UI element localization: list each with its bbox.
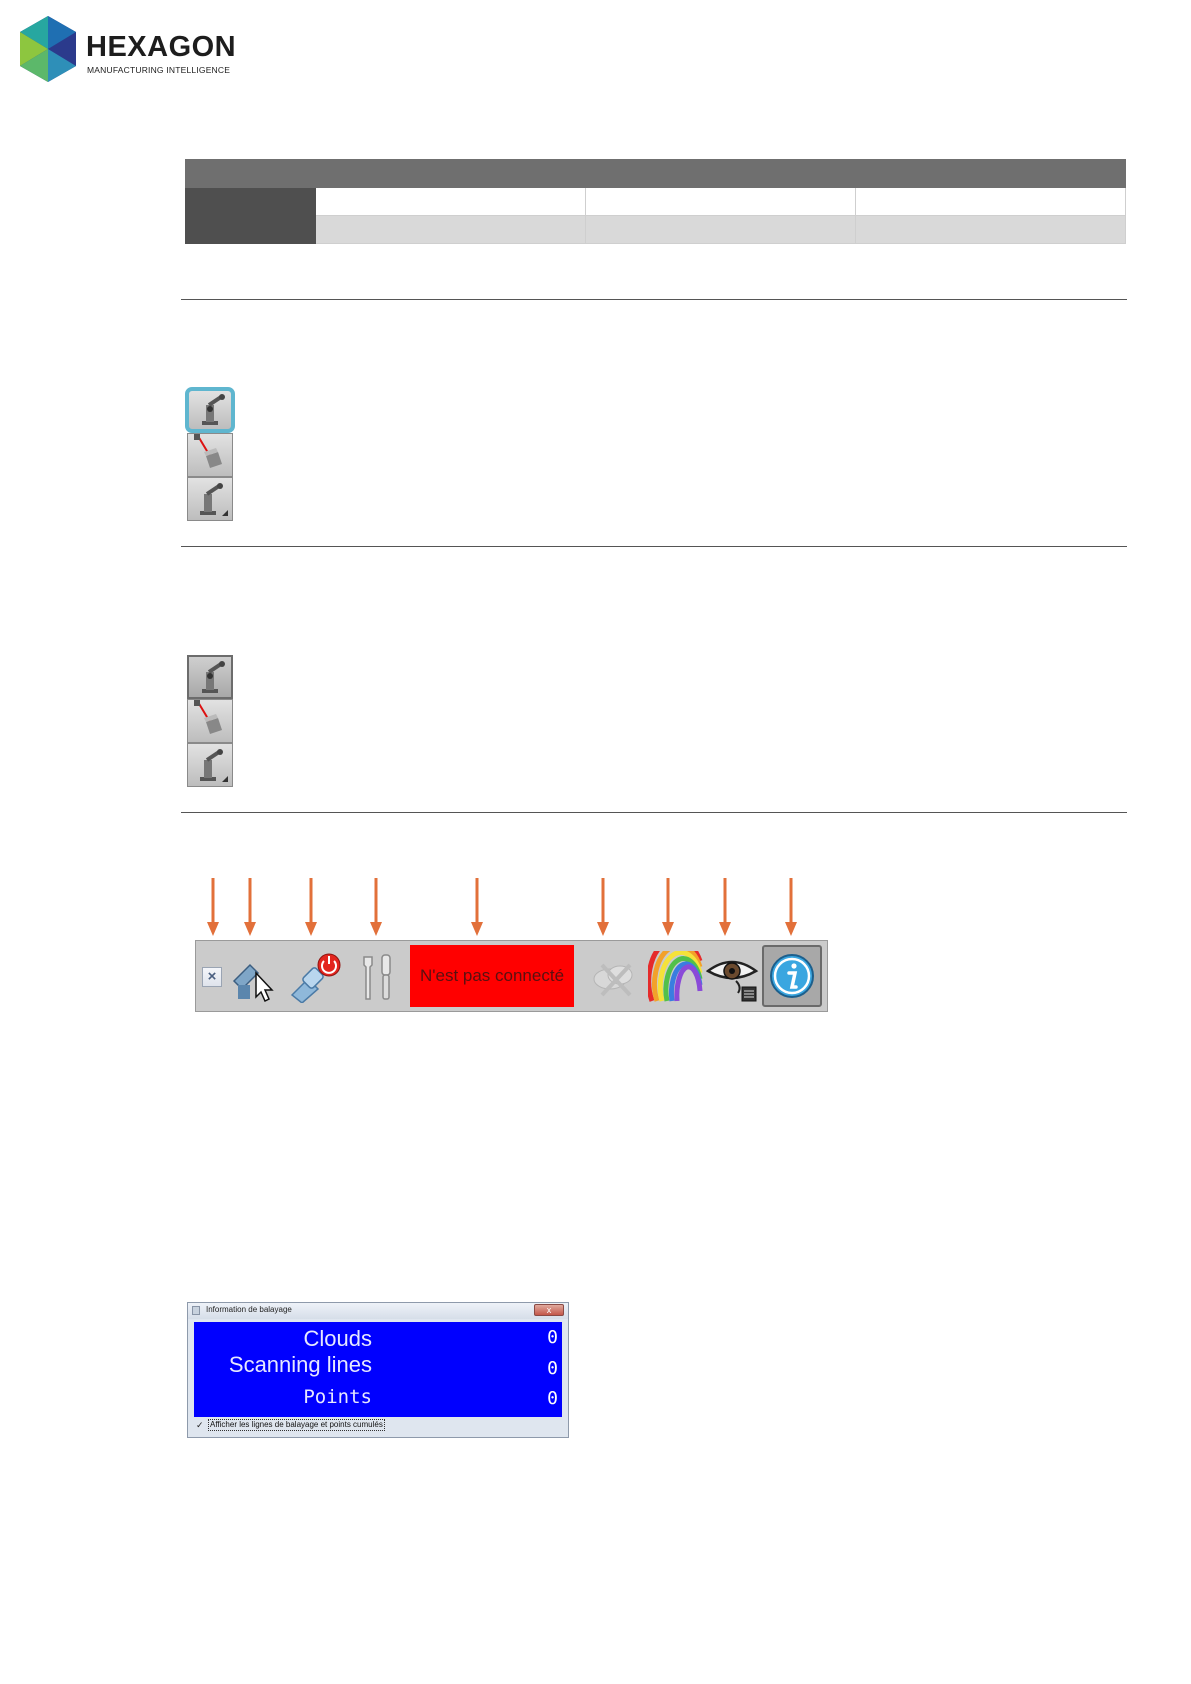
clouds-value: 0 [547, 1327, 558, 1348]
arrow-down-icon [206, 878, 220, 936]
connection-status: N'est pas connecté [410, 945, 574, 1007]
brand-name: HEXAGON [86, 31, 237, 63]
scan-info-dialog [187, 1302, 569, 1438]
table-cell [586, 188, 856, 216]
section-divider [181, 299, 1127, 300]
table-header-cell [856, 160, 1126, 188]
table-cell [316, 188, 586, 216]
table-header-cell [186, 160, 316, 188]
table-header-cell [586, 160, 856, 188]
table-cell [856, 188, 1126, 216]
rainbow-icon[interactable] [648, 951, 704, 1003]
arrow-down-icon [661, 878, 675, 936]
probe-cursor-icon[interactable] [228, 951, 278, 1003]
table-row-header [186, 216, 316, 244]
section-divider [181, 546, 1127, 547]
table-cell [856, 216, 1126, 244]
robot-icon-set-alt [187, 655, 237, 787]
info-icon [764, 947, 820, 1005]
table-cell [316, 216, 586, 244]
robot-arm-icon[interactable] [185, 387, 235, 433]
arrow-down-icon [718, 878, 732, 936]
table-row [186, 188, 1126, 216]
points-label: Points [303, 1386, 372, 1408]
power-plug-icon[interactable] [288, 951, 344, 1003]
arrow-down-icon [784, 878, 798, 936]
close-icon[interactable]: × [202, 967, 222, 987]
dialog-titlebar[interactable] [188, 1303, 568, 1319]
disabled-cloud-icon [588, 951, 640, 1003]
scanning-lines-value: 0 [547, 1358, 558, 1379]
arrow-down-icon [470, 878, 484, 936]
tools-icon[interactable] [358, 951, 398, 1003]
arrow-down-icon [596, 878, 610, 936]
scanning-lines-label: Scanning lines [228, 1352, 372, 1377]
table-row-header [186, 188, 316, 216]
clouds-label: Clouds [303, 1326, 372, 1351]
info-table [185, 159, 1126, 244]
dialog-title: Information de balayage [206, 1305, 292, 1314]
info-button[interactable] [762, 945, 822, 1007]
hexagon-logo-mark [16, 16, 80, 82]
robot-arm-icon[interactable] [187, 655, 233, 699]
scan-stats-panel [194, 1322, 562, 1417]
show-lines-checkbox[interactable]: ✓ [196, 1420, 204, 1430]
eye-icon[interactable] [706, 951, 760, 1003]
table-header-cell [316, 160, 586, 188]
points-value: 0 [547, 1388, 558, 1409]
arrow-down-icon [243, 878, 257, 936]
dialog-close-button[interactable]: x [534, 1304, 564, 1316]
table-cell [586, 216, 856, 244]
robot-icon-set [187, 387, 237, 521]
probe-laser-icon[interactable] [187, 433, 233, 477]
show-lines-checkbox-label[interactable]: Afficher les lignes de balayage et points cumulés [210, 1420, 383, 1429]
probe-toolbar [195, 940, 828, 1012]
table-row [186, 216, 1126, 244]
probe-laser-icon[interactable] [187, 699, 233, 743]
arrow-down-icon [369, 878, 383, 936]
robot-arm-config-icon[interactable] [187, 477, 233, 521]
section-divider [181, 812, 1127, 813]
robot-arm-config-icon[interactable] [187, 743, 233, 787]
hexagon-logo [16, 16, 246, 82]
table-header-row [186, 160, 1126, 188]
brand-tagline: MANUFACTURING INTELLIGENCE [87, 65, 231, 75]
app-icon [192, 1306, 200, 1315]
arrow-down-icon [304, 878, 318, 936]
dialog-footer [194, 1419, 562, 1433]
